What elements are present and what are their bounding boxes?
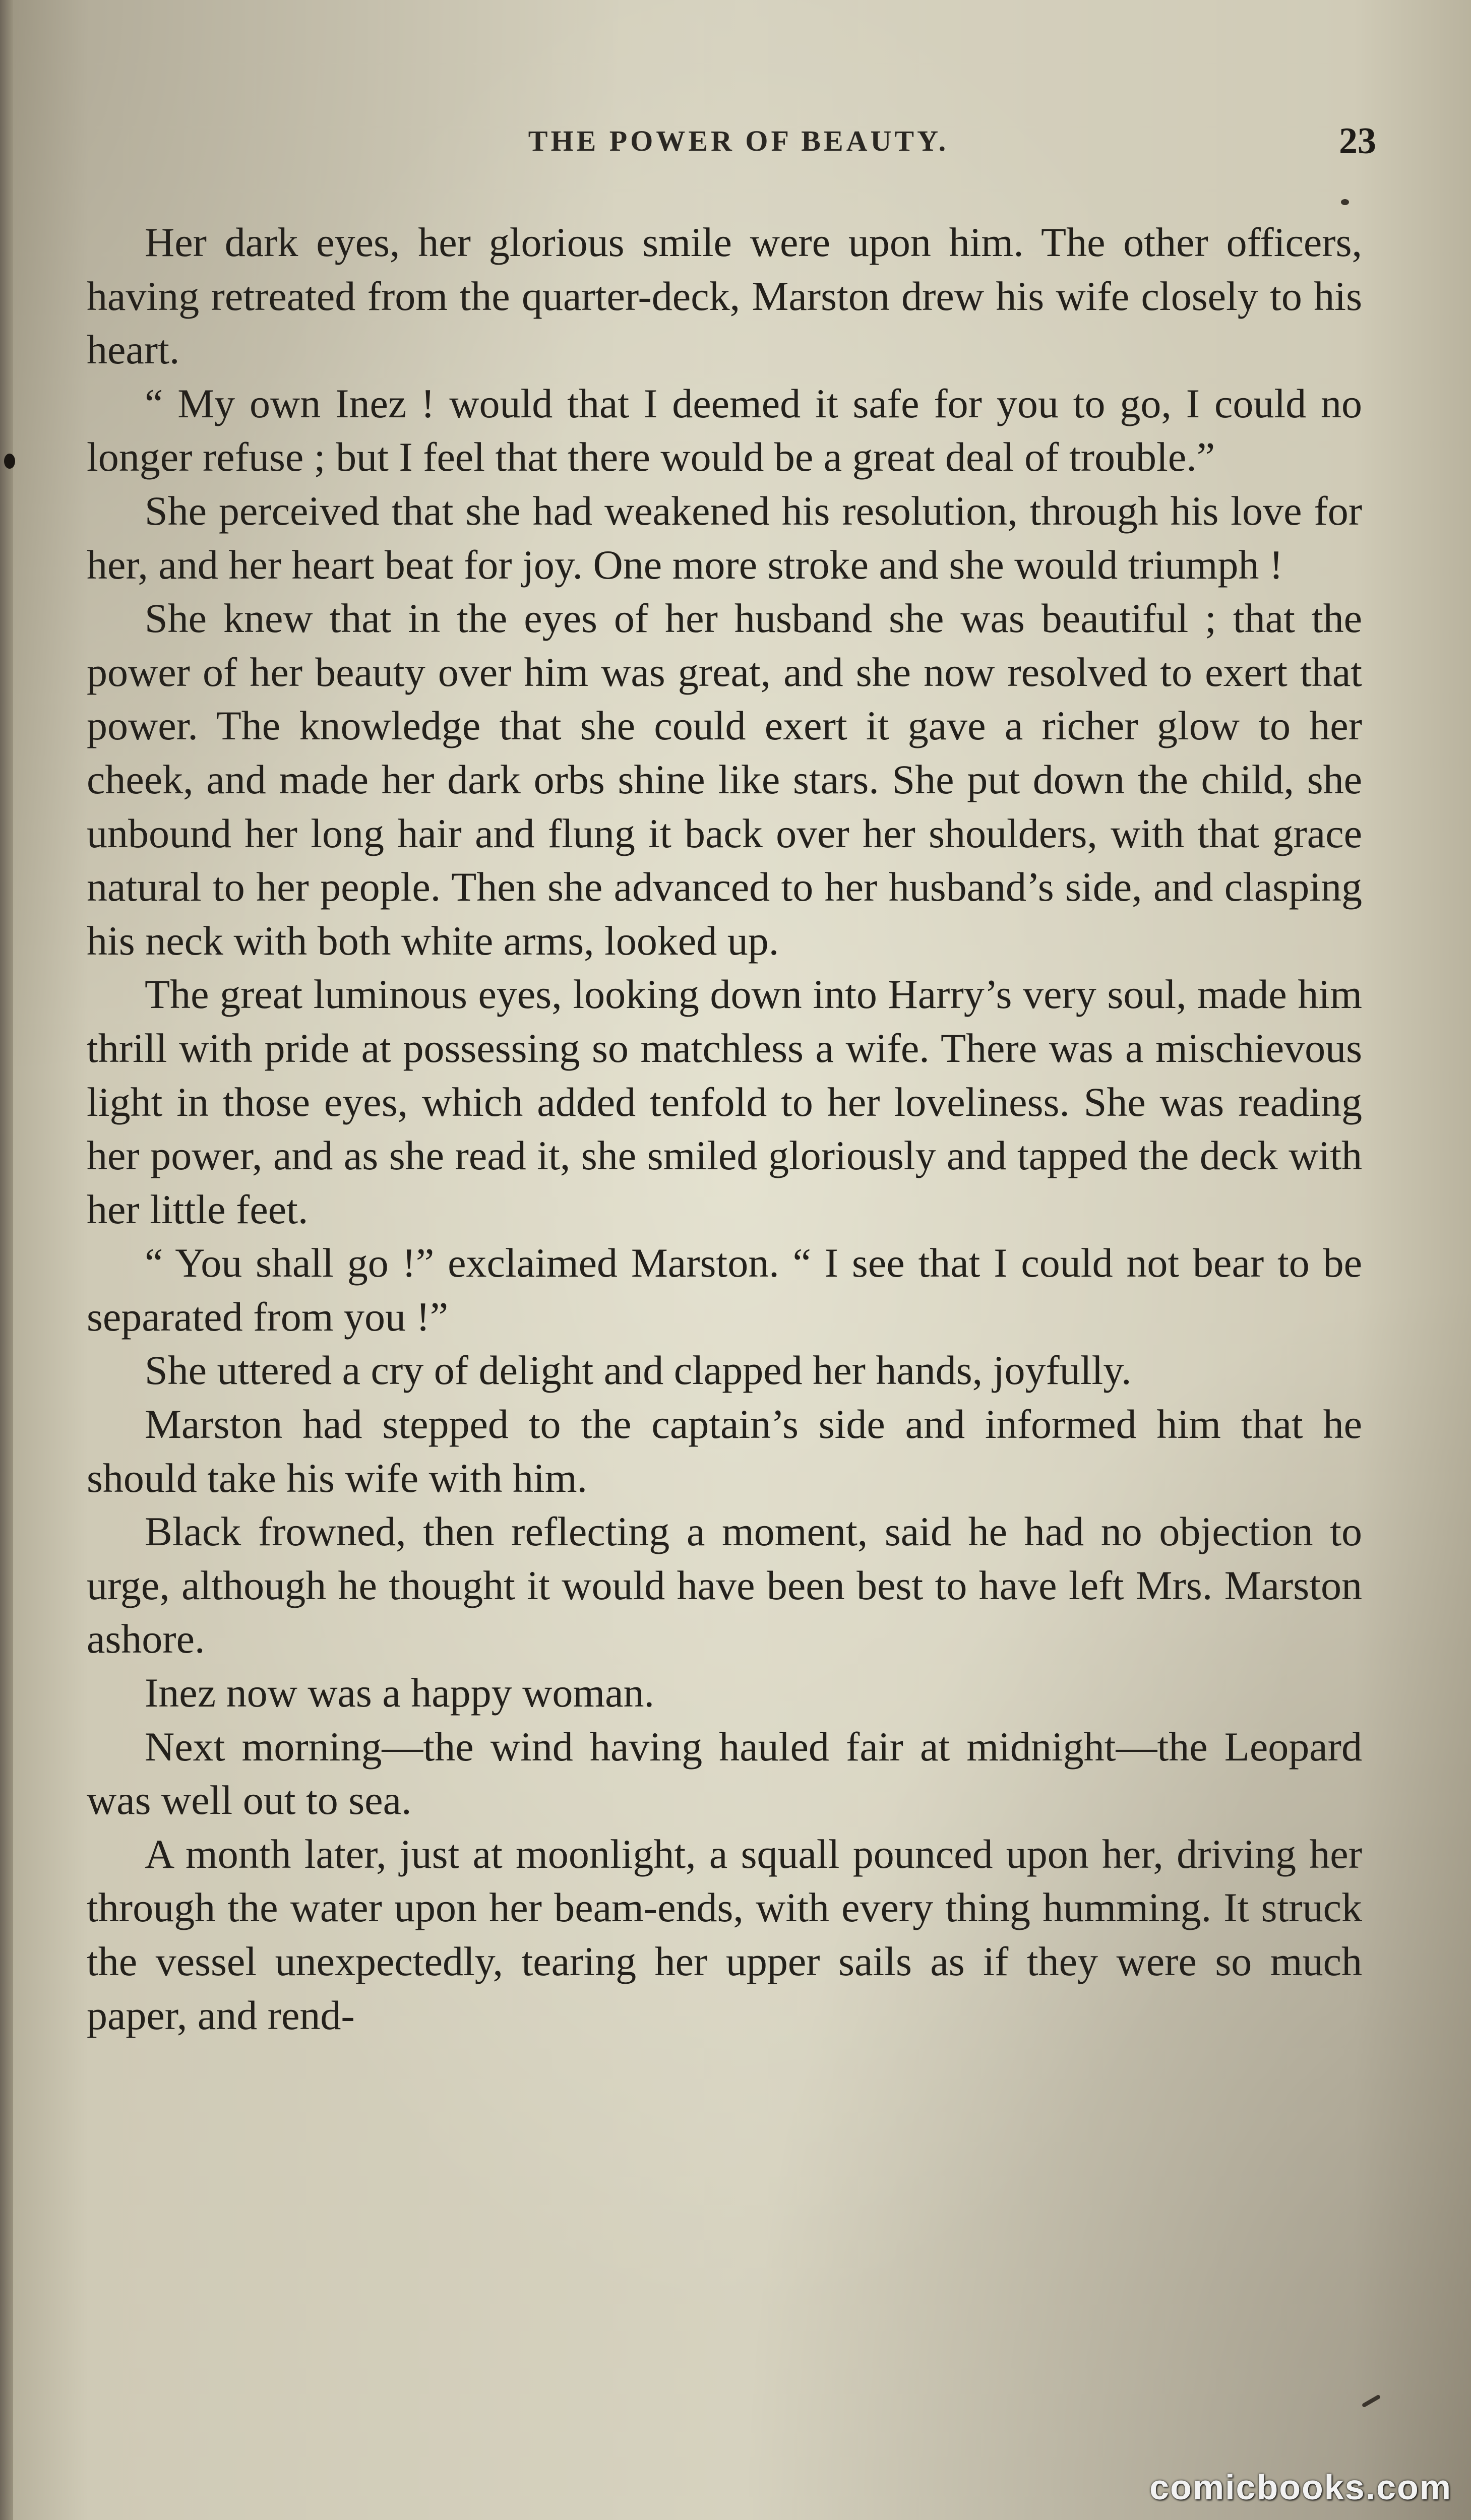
paragraph: The great luminous eyes, looking down into Harry’s very soul, made him thrill with pride at possessing so matchless a wife. There was a mischievous light in those eyes, which added tenfold to her loveliness. She was reading her power, and as she read it, she smiled gloriously and tapped the deck with her little feet. <box>87 971 1362 1232</box>
paragraph: She knew that in the eyes of her husband she was beautiful ; that the power of her beauty over him was great, and she now resolved to exert that power. The knowledge that she could exert it gave a richer glow to her cheek, and made her dark orbs shine like stars. She put down the child, she unbound her long hair and flung it back over her shoulders, with that grace natural to her people. Then she advanced to her husband’s side, and clasping his neck with both white arms, looked up. <box>87 595 1362 964</box>
paper-speck <box>4 454 15 469</box>
page-gutter-shadow <box>0 0 13 2520</box>
paragraph: Her dark eyes, her glorious smile were upon him. The other officers, having retreated from the quarter-deck, Marston drew his wife closely to his heart. <box>87 219 1362 373</box>
paragraph: Marston had stepped to the captain’s side and informed him that he should take his wife with him. <box>87 1401 1362 1501</box>
paper-speck <box>1362 2395 1381 2408</box>
paragraph: She uttered a cry of delight and clapped her hands, joyfully. <box>145 1347 1132 1394</box>
page-number: 23 <box>1339 120 1376 162</box>
body-text <box>87 216 1362 2373</box>
paragraph: “ My own Inez ! would that I deemed it safe for you to go, I could no longer refuse ; but I feel that there would be a great deal of trouble.” <box>87 380 1362 480</box>
paragraph: “ You shall go !” exclaimed Marston. “ I see that I could not bear to be separated from you !” <box>87 1240 1362 1340</box>
paragraph: Black frowned, then reflecting a moment, said he had no objection to urge, although he thought it would have been best to have left Mrs. Marston ashore. <box>87 1508 1362 1662</box>
running-title: THE POWER OF BEAUTY. <box>528 124 949 157</box>
page-header <box>0 116 1471 171</box>
watermark: comicbooks.com <box>1149 2468 1452 2507</box>
paragraph: Inez now was a happy woman. <box>145 1670 655 1716</box>
paragraph: A month later, just at moonlight, a squall pounced upon her, driving her through the water upon her beam-ends, with every thing humming. It struck the vessel unexpectedly, tearing her upper sails as if they were so much paper, and rend- <box>87 1831 1362 2038</box>
paragraph: She perceived that she had weakened his resolution, through his love for her, and her heart beat for joy. One more stroke and she would triumph ! <box>87 487 1362 588</box>
paragraph: Next morning—the wind having hauled fair at midnight—the Leopard was well out to sea. <box>87 1723 1362 1823</box>
paper-speck <box>1341 199 1349 205</box>
